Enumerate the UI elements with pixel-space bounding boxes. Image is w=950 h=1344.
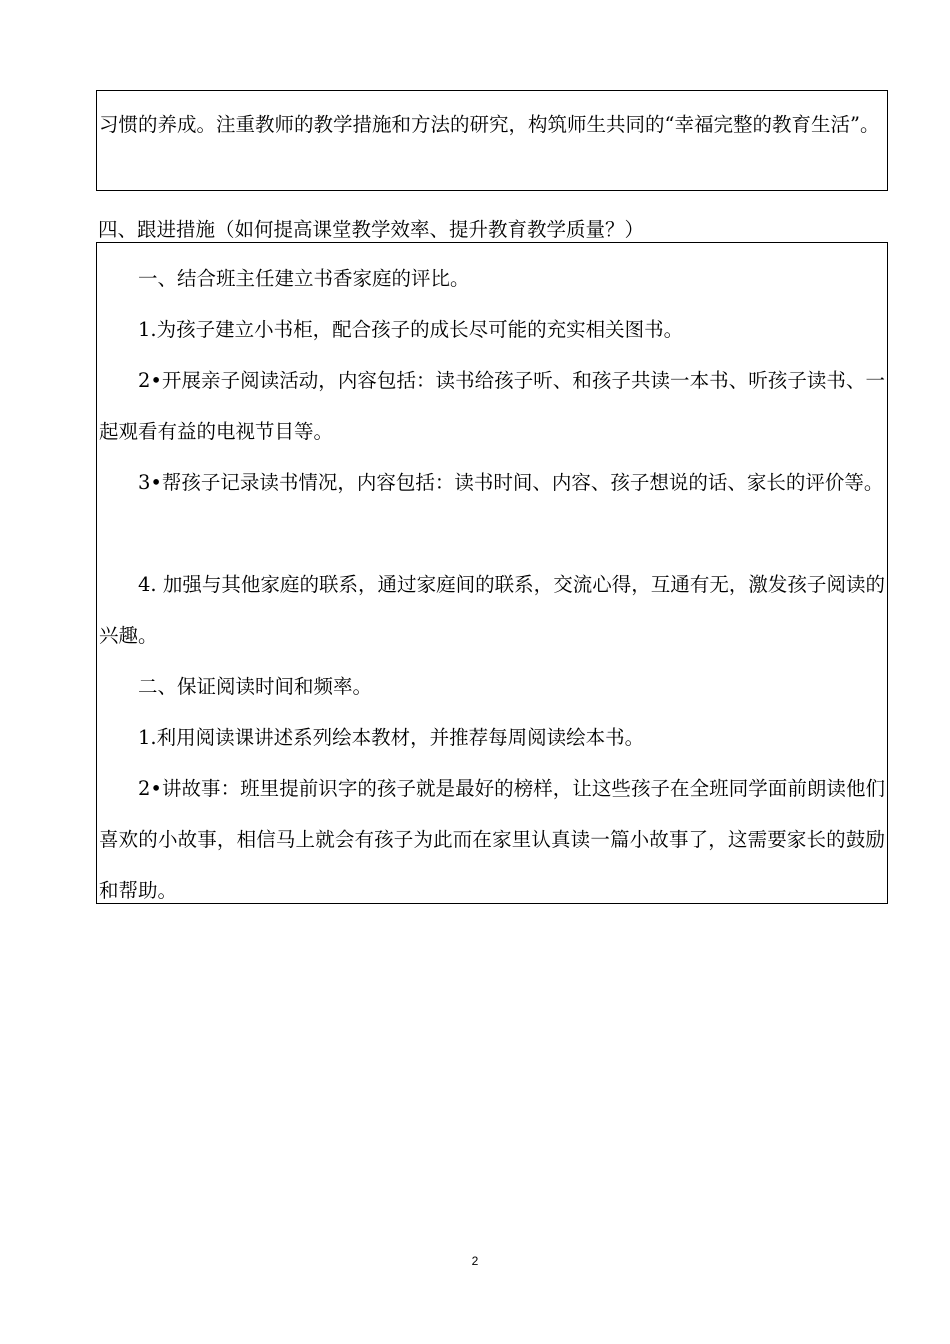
page-number: 2 <box>471 1254 479 1268</box>
measures-box <box>96 242 888 904</box>
measures-paragraph-8: 2•讲故事：班里提前识字的孩子就是最好的榜样，让这些孩子在全班同学面前朗读他们喜欢的小故事，相信马上就会有孩子为此而在家里认真读一篇小故事了，这需要家长的鼓励和帮助。 <box>99 777 885 902</box>
measures-paragraph-5: 4. 加强与其他家庭的联系，通过家庭间的联系，交流心得，互通有无，激发孩子阅读的兴趣。 <box>99 573 885 647</box>
top-text-box <box>96 90 888 191</box>
section-heading: 四、跟进措施（如何提高课堂教学效率、提升教育教学质量？） <box>98 218 645 241</box>
measures-paragraph-6: 二、保证阅读时间和频率。 <box>138 675 373 698</box>
measures-paragraph-4: 3•帮孩子记录读书情况，内容包括：读书时间、内容、孩子想说的话、家长的评价等。 <box>138 471 884 494</box>
measures-paragraph-7: 1.利用阅读课讲述系列绘本教材，并推荐每周阅读绘本书。 <box>138 726 645 749</box>
measures-paragraph-1: 一、结合班主任建立书香家庭的评比。 <box>138 267 470 290</box>
measures-paragraph-3: 2•开展亲子阅读活动，内容包括：读书给孩子听、和孩子共读一本书、听孩子读书、一起观看有益的电视节目等。 <box>99 369 885 443</box>
measures-paragraph-2: 1.为孩子建立小书柜，配合孩子的成长尽可能的充实相关图书。 <box>138 318 684 341</box>
top-paragraph: 习惯的养成。注重教师的教学措施和方法的研究，构筑师生共同的“幸福完整的教育生活”。 <box>99 113 880 136</box>
